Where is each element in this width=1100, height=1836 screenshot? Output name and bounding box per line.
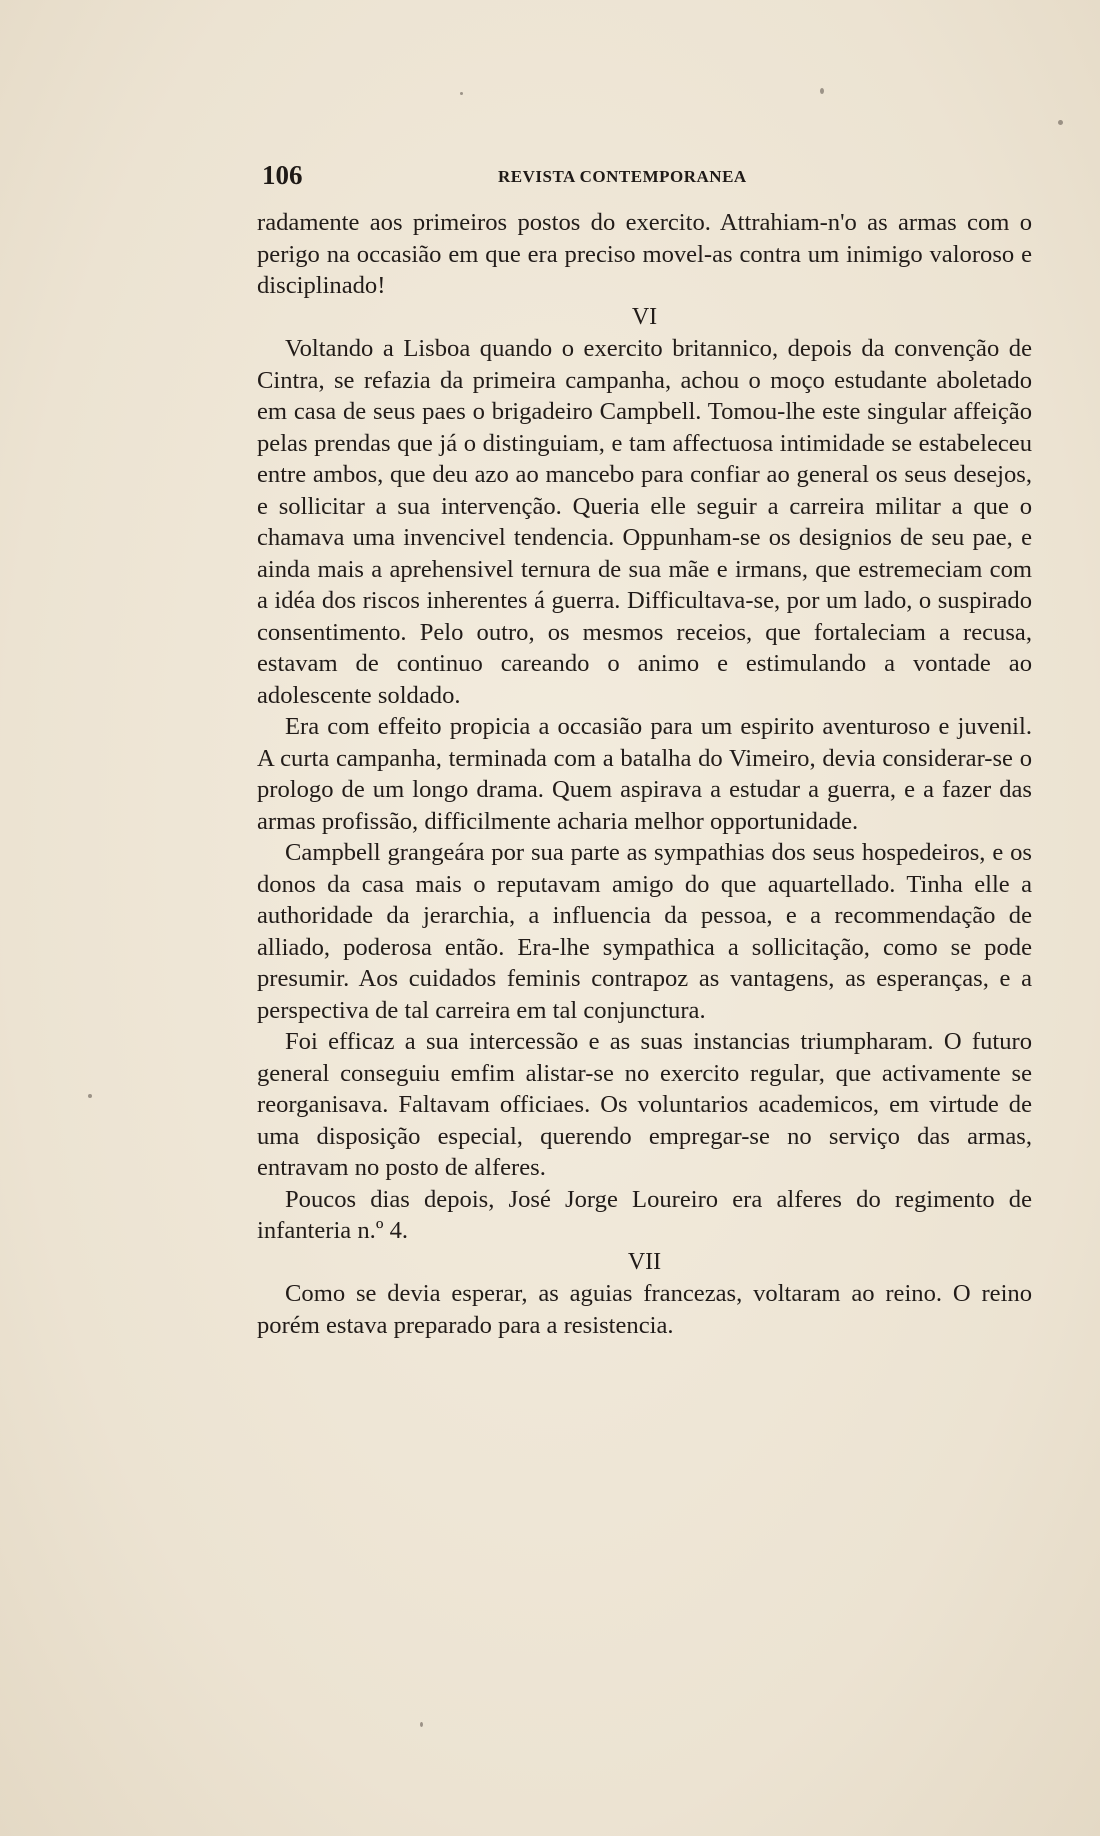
paper-speck xyxy=(820,88,824,94)
paper-speck xyxy=(1058,120,1063,125)
paper-speck xyxy=(460,92,463,95)
paragraph: Poucos dias depois, José Jorge Loureiro era alferes do regimento de infanteria n.º 4. xyxy=(257,1185,1032,1244)
page-header xyxy=(262,160,782,196)
section-heading-vi: VI xyxy=(631,303,658,330)
paper-speck xyxy=(420,1722,423,1727)
section-heading-vii: VII xyxy=(627,1248,662,1275)
paragraph: Foi efficaz a sua intercessão e as suas instancias triumpharam. O futuro general conseguiu emfim alistar-se no exercito regular, que activamente se reorganisava. Faltavam officiaes. Os voluntarios academicos, em virtude de uma disposição especial, querendo empregar-se no serviço das armas, entravam no posto de alferes. xyxy=(257,1028,1032,1181)
running-head: REVISTA CONTEMPORANEA xyxy=(498,167,747,186)
paragraph: Como se devia esperar, as aguias francezas, voltaram ao reino. O reino porém estava preparado para a resistencia. xyxy=(257,1280,1032,1339)
paragraph: Era com effeito propicia a occasião para um espirito aventuroso e juvenil. A curta campanha, terminada com a batalha do Vimeiro, devia considerar-se o prologo de um longo drama. Quem aspirava a estudar a guerra, e a fazer das armas profissão, difficilmente acharia melhor opportunidade. xyxy=(257,713,1032,835)
paragraph: Voltando a Lisboa quando o exercito britannico, depois da convenção de Cintra, se refazia da primeira campanha, achou o moço estudante aboletado em casa de seus paes o brigadeiro Campbell. Tomou-lhe este singular affeição pelas prendas que já o distinguiam, e tam affectuosa intimidade se estabeleceu entre ambos, que deu azo ao mancebo para confiar ao general os seus desejos, e sollicitar a sua intervenção. Queria elle seguir a carreira militar a que o chamava uma invencivel tendencia. Oppunham-se os designios de seu pae, e ainda mais a aprehensivel ternura de sua mãe e irmans, que estremeciam com a idéa dos riscos inherentes á guerra. Difficultava-se, por um lado, o suspirado consentimento. Pelo outro, os mesmos receios, que fortaleciam a recusa, estavam de continuo careando o animo e estimulando a vontade ao adolescente soldado. xyxy=(257,335,1032,709)
paper-speck xyxy=(88,1094,92,1098)
body-text xyxy=(257,207,1032,1341)
paragraph: Campbell grangeára por sua parte as sympathias dos seus hospedeiros, e os donos da casa mais o reputavam amigo do que aquartellado. Tinha elle a authoridade da jerarchia, a influencia da pessoa, e a recommendação de alliado, poderosa então. Era-lhe sympathica a sollicitação, como se pode presumir. Aos cuidados feminis contrapoz as vantagens, as esperanças, e a perspectiva de tal carreira em tal conjunctura. xyxy=(257,839,1032,1024)
paragraph-continuation: radamente aos primeiros postos do exercito. Attrahiam-n'o as armas com o perigo na occasião em que era preciso movel-as contra um inimigo valoroso e disciplinado! xyxy=(257,209,1032,299)
page-number: 106 xyxy=(262,160,303,190)
